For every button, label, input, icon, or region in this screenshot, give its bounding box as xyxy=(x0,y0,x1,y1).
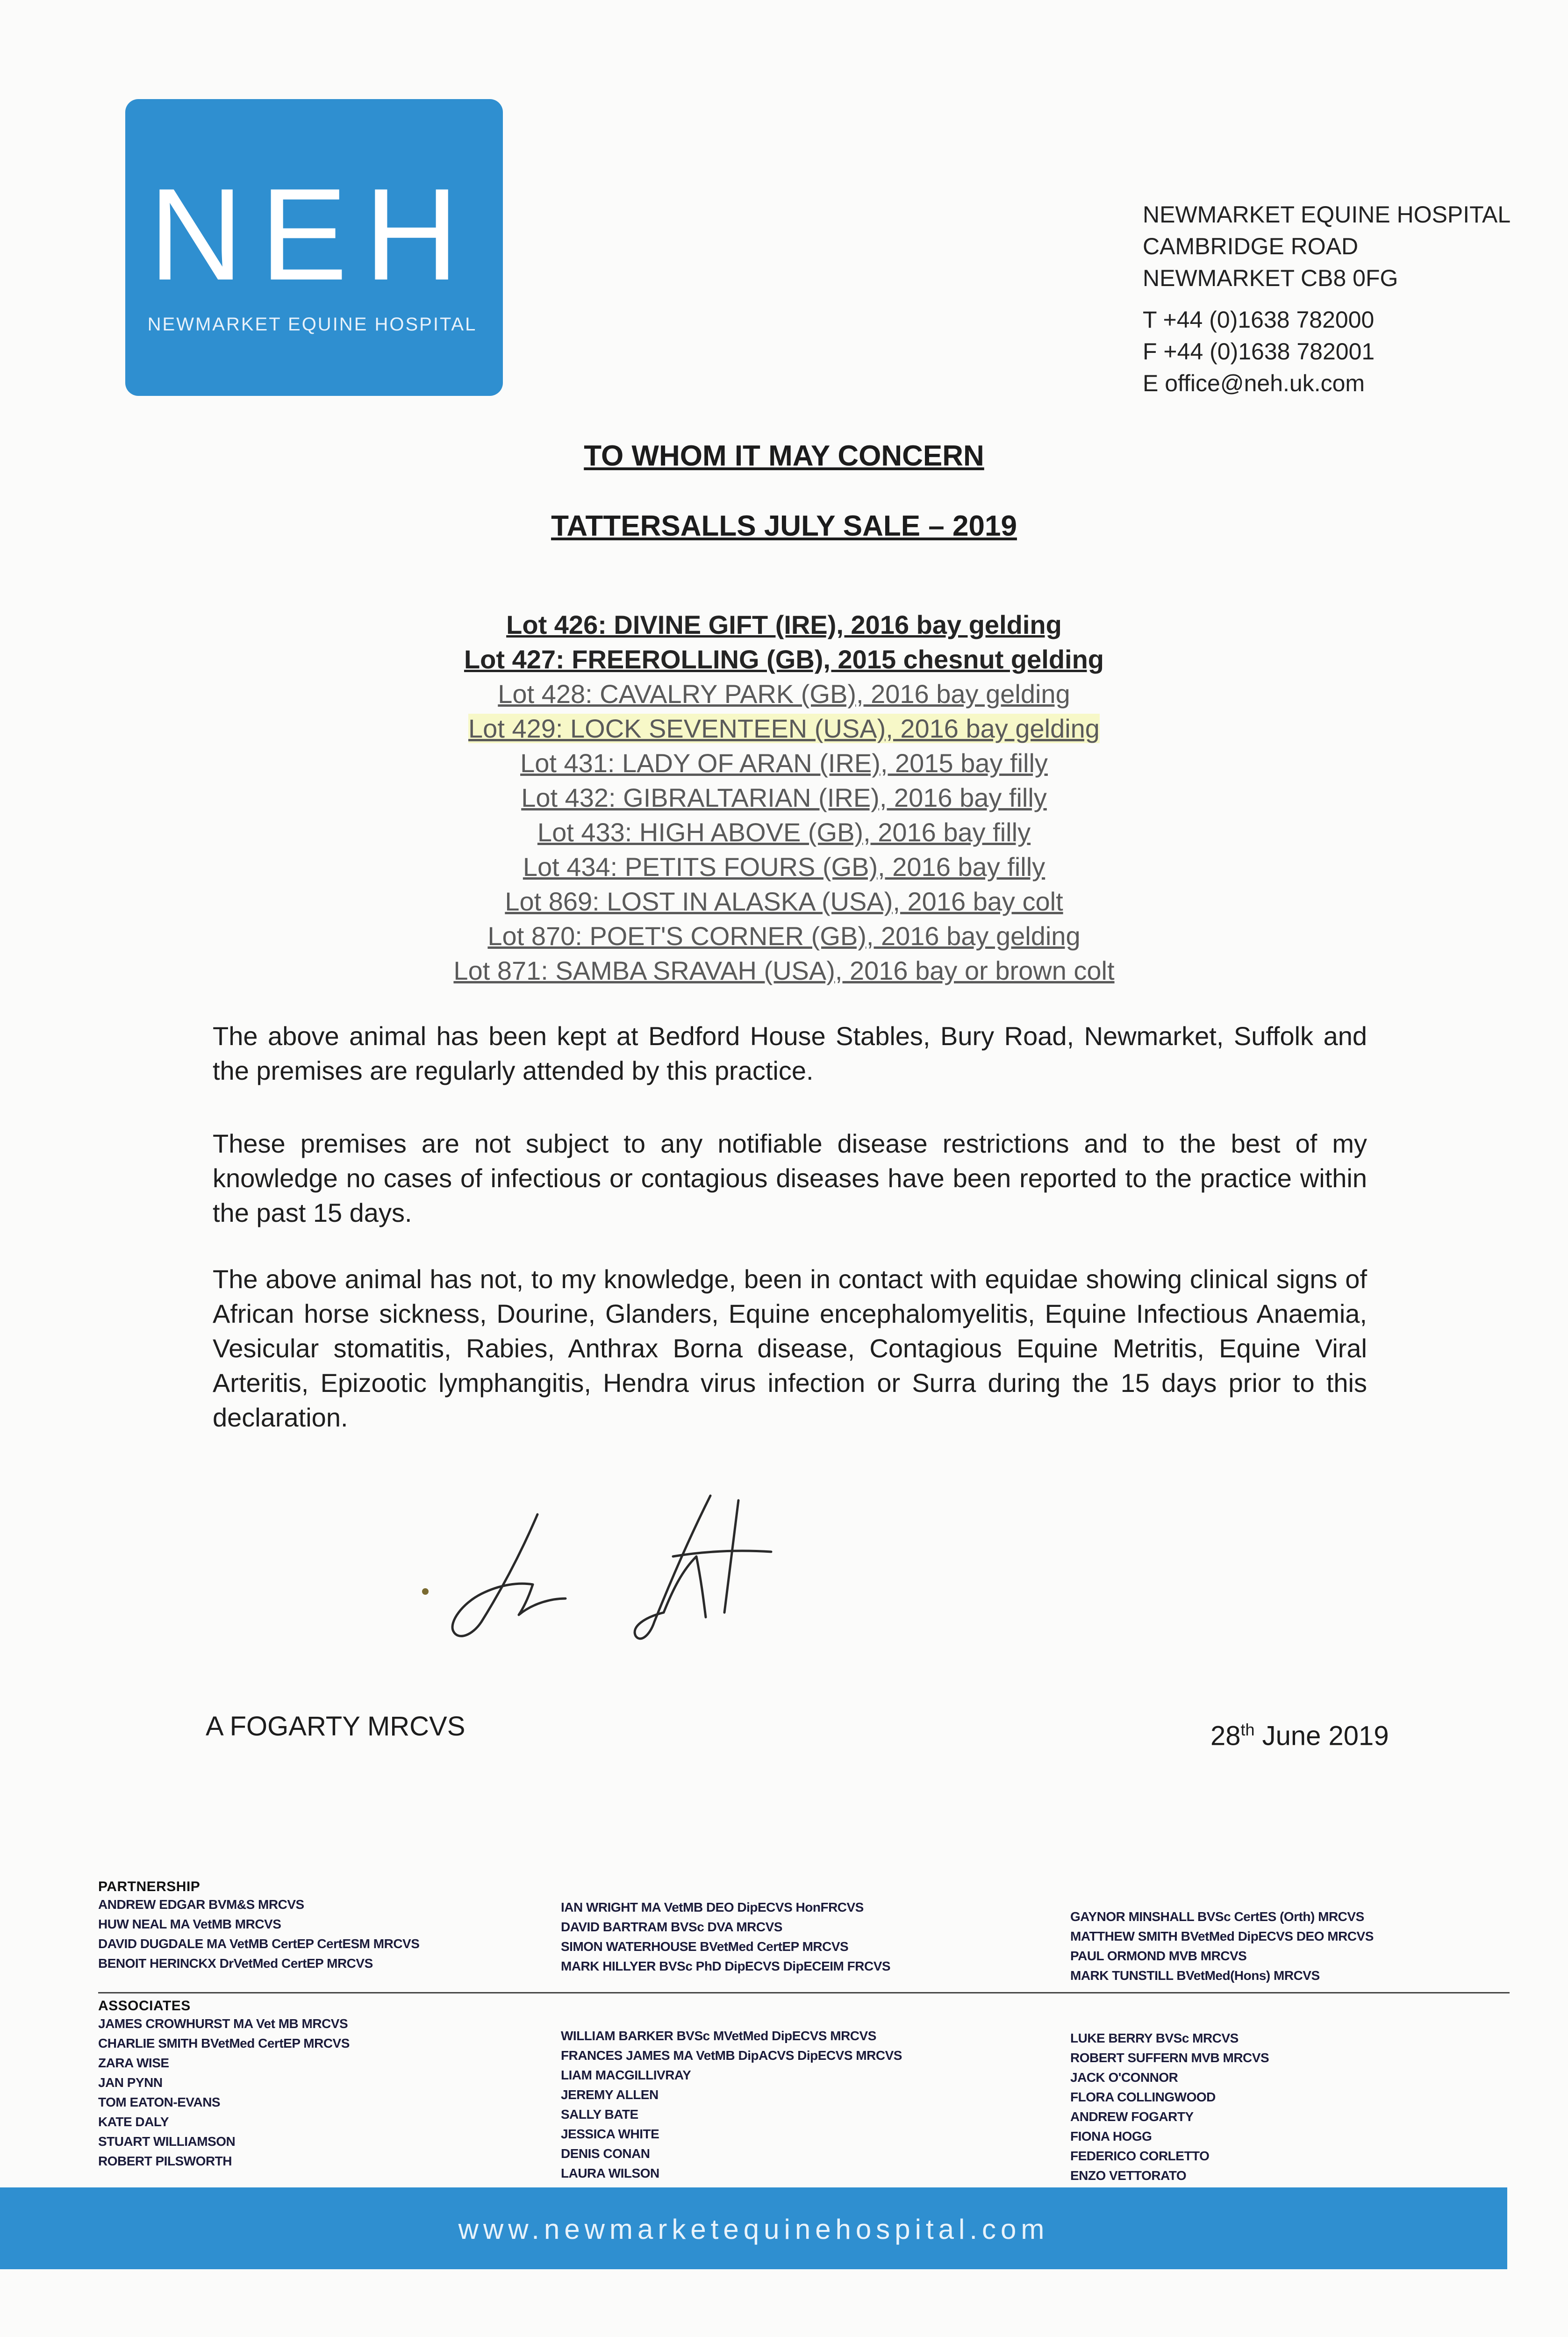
staff-name: HUW NEAL MA VetMB MRCVS xyxy=(98,1917,281,1931)
lots-list xyxy=(0,608,1568,988)
staff-name: DENIS CONAN xyxy=(561,2146,650,2161)
staff-name: ENZO VETTORATO xyxy=(1070,2168,1187,2183)
associates-column-1 xyxy=(98,1998,519,2171)
lot-item: Lot 427: FREEROLLING (GB), 2015 chesnut gelding xyxy=(464,645,1104,674)
premises-paragraph: The above animal has been kept at Bedford House Stables, Bury Road, Newmarket, Suffolk and the premises are regularly attended by this practice. xyxy=(213,1021,1367,1085)
salutation-heading: TO WHOM IT MAY CONCERN xyxy=(584,440,984,472)
staff-name: FIONA HOGG xyxy=(1070,2129,1152,2143)
lot-item: Lot 870: POET'S CORNER (GB), 2016 bay gelding xyxy=(487,921,1081,951)
staff-divider xyxy=(98,1992,1510,1993)
lot-item: Lot 432: GIBRALTARIAN (IRE), 2016 bay filly xyxy=(521,783,1047,812)
staff-name: MATTHEW SMITH BVetMed DipECVS DEO MRCVS xyxy=(1070,1929,1374,1943)
staff-name: ROBERT SUFFERN MVB MRCVS xyxy=(1070,2050,1269,2065)
address-block xyxy=(1143,199,1526,294)
staff-name: TOM EATON-EVANS xyxy=(98,2095,221,2109)
lot-item: Lot 431: LADY OF ARAN (IRE), 2015 bay filly xyxy=(520,748,1048,778)
staff-name: ZARA WISE xyxy=(98,2056,169,2070)
staff-name: MARK TUNSTILL BVetMed(Hons) MRCVS xyxy=(1070,1968,1320,1983)
handwritten-signature xyxy=(411,1482,907,1669)
partnership-column-3 xyxy=(1070,1907,1491,1986)
neh-logo xyxy=(125,99,503,396)
lot-item: Lot 434: PETITS FOURS (GB), 2016 bay filly xyxy=(523,852,1045,882)
staff-name: LIAM MACGILLIVRAY xyxy=(561,2068,691,2082)
lot-item: Lot 433: HIGH ABOVE (GB), 2016 bay filly xyxy=(537,817,1031,847)
staff-name: GAYNOR MINSHALL BVSc CertES (Orth) MRCVS xyxy=(1070,1909,1364,1924)
partnership-label: PARTNERSHIP xyxy=(98,1879,200,1894)
lot-item-highlighted: Lot 429: LOCK SEVENTEEN (USA), 2016 bay gelding xyxy=(468,714,1100,743)
sale-heading: TATTERSALLS JULY SALE – 2019 xyxy=(551,510,1017,542)
staff-name: JESSICA WHITE xyxy=(561,2127,659,2141)
staff-name: MARK HILLYER BVSc PhD DipECVS DipECEIM FRCVS xyxy=(561,1959,891,1973)
staff-name: CHARLIE SMITH BVetMed CertEP MRCVS xyxy=(98,2036,350,2050)
staff-name: JAN PYNN xyxy=(98,2075,163,2090)
email-address: E office@neh.uk.com xyxy=(1143,370,1365,396)
associates-label: ASSOCIATES xyxy=(98,1998,191,2014)
address-line-3: NEWMARKET CB8 0FG xyxy=(1143,265,1398,291)
staff-name: ROBERT PILSWORTH xyxy=(98,2154,232,2168)
address-line-2: CAMBRIDGE ROAD xyxy=(1143,233,1359,259)
staff-name: ANDREW FOGARTY xyxy=(1070,2109,1194,2124)
lot-item: Lot 426: DIVINE GIFT (IRE), 2016 bay gelding xyxy=(506,610,1062,639)
staff-name: JAMES CROWHURST MA Vet MB MRCVS xyxy=(98,2016,348,2031)
lot-item: Lot 869: LOST IN ALASKA (USA), 2016 bay colt xyxy=(505,887,1063,916)
address-line-1: NEWMARKET EQUINE HOSPITAL xyxy=(1143,201,1511,228)
staff-name: WILLIAM BARKER BVSc MVetMed DipECVS MRCVS xyxy=(561,2029,876,2043)
associates-column-3 xyxy=(1070,2029,1491,2186)
logo-mark: NEH xyxy=(149,162,476,308)
staff-name: STUART WILLIAMSON xyxy=(98,2134,236,2149)
staff-name: SALLY BATE xyxy=(561,2107,638,2122)
staff-name: LUKE BERRY BVSc MRCVS xyxy=(1070,2031,1239,2045)
staff-name: FRANCES JAMES MA VetMB DipACVS DipECVS MRCVS xyxy=(561,2048,902,2063)
signer-name: A FOGARTY MRCVS xyxy=(206,1711,465,1742)
staff-name: SIMON WATERHOUSE BVetMed CertEP MRCVS xyxy=(561,1939,849,1954)
partnership-column-1 xyxy=(98,1879,519,1973)
staff-name: IAN WRIGHT MA VetMB DEO DipECVS HonFRCVS xyxy=(561,1900,864,1914)
staff-name: DAVID DUGDALE MA VetMB CertEP CertESM MRCVS xyxy=(98,1936,420,1951)
staff-name: FEDERICO CORLETTO xyxy=(1070,2149,1210,2163)
contact-block xyxy=(1143,304,1526,399)
staff-name: ANDREW EDGAR BVM&S MRCVS xyxy=(98,1897,304,1912)
contact-paragraph: The above animal has not, to my knowledge, been in contact with equidae showing clinical signs of African horse sickness, Dourine, Glanders, Equine encephalomyelitis, Equine Infectious Anaemia, Vesicular stomatitis, Rabies, Anthrax Borna disease, Contagious Equine Metritis, Equine Viral Arteritis, Epizootic lymphangitis, Hendra virus infection or Surra during the 15 days prior to this declaration. xyxy=(213,1264,1367,1432)
associates-column-2 xyxy=(561,2026,1028,2183)
lot-item: Lot 871: SAMBA SRAVAH (USA), 2016 bay or brown colt xyxy=(453,956,1115,985)
staff-name: JEREMY ALLEN xyxy=(561,2087,659,2102)
footer-bar xyxy=(0,2187,1507,2269)
partnership-column-2 xyxy=(561,1898,1028,1976)
staff-name: KATE DALY xyxy=(98,2115,169,2129)
staff-name: FLORA COLLINGWOOD xyxy=(1070,2090,1216,2104)
staff-name: JACK O'CONNOR xyxy=(1070,2070,1178,2085)
staff-name: PAUL ORMOND MVB MRCVS xyxy=(1070,1949,1247,1963)
fax-number: F +44 (0)1638 782001 xyxy=(1143,338,1375,365)
footer-website: www.newmarketequinehospital.com xyxy=(458,2214,1049,2245)
phone-number: T +44 (0)1638 782000 xyxy=(1143,307,1375,333)
restrictions-paragraph: These premises are not subject to any notifiable disease restrictions and to the best of my knowledge no cases of infectious or contagious diseases have been reported to the practice within the past 15 days. xyxy=(213,1129,1367,1227)
staff-name: LAURA WILSON xyxy=(561,2166,659,2180)
staff-name: BENOIT HERINCKX DrVetMed CertEP MRCVS xyxy=(98,1956,373,1971)
staff-name: DAVID BARTRAM BVSc DVA MRCVS xyxy=(561,1920,782,1934)
lot-item: Lot 428: CAVALRY PARK (GB), 2016 bay gelding xyxy=(498,679,1070,709)
logo-tagline: NEWMARKET EQUINE HOSPITAL xyxy=(147,314,477,335)
letter-date: 28th June 2019 xyxy=(1210,1720,1389,1751)
